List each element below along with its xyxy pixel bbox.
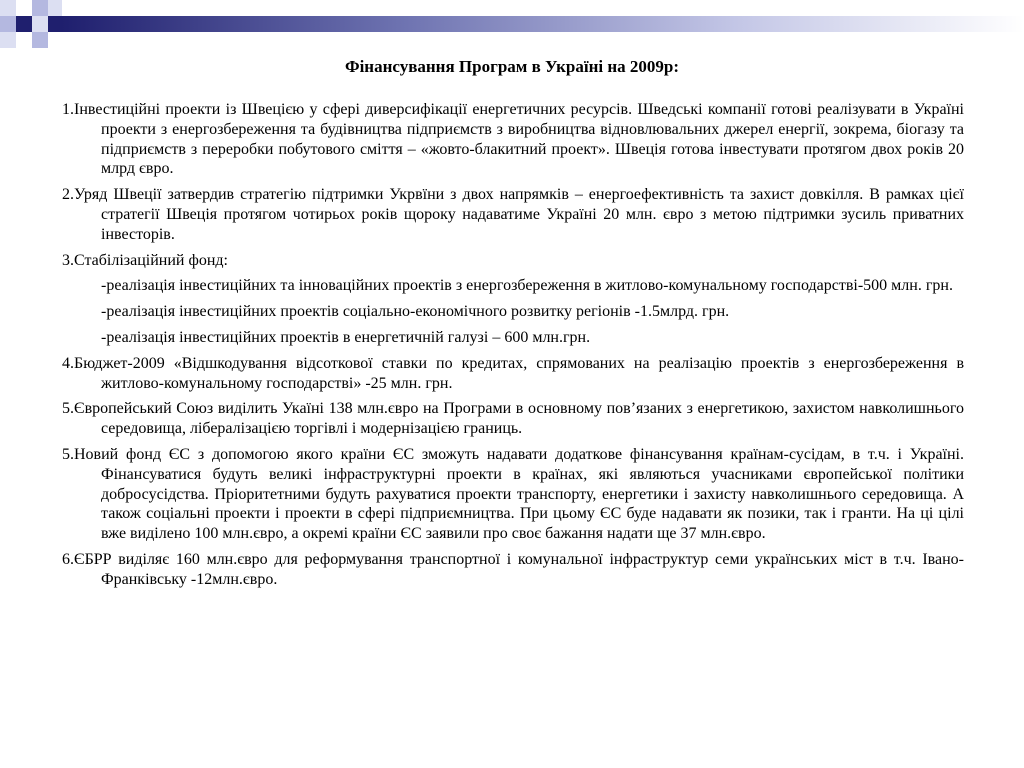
deco-square [32, 16, 48, 32]
header-decoration [0, 0, 1024, 50]
slide-title: Фінансування Програм в Україні на 2009р: [344, 57, 680, 76]
list-subitem: -реалізація інвестиційних проектів соціально-економічного розвитку регіонів -1.5млрд. грн. [101, 303, 730, 321]
deco-square [48, 16, 62, 32]
deco-square [16, 0, 32, 16]
deco-square [32, 32, 48, 48]
deco-square [16, 16, 32, 32]
deco-square [48, 0, 62, 16]
gradient-band [62, 16, 1024, 32]
slide-body [62, 100, 964, 596]
deco-square [0, 32, 16, 48]
list-item: 2.Уряд Швеції затвердив стратегію підтримки Укрвїни з двох напрямків – енергоефективність та захист довкілля. В рамках цієї стратегії Швеція протягом чотирьох років щороку надаватиме Україні 20 млн. євро з метою підтримки зусиль приватних інвесторів. [62, 186, 964, 243]
list-item: 6.ЄБРР виділяє 160 млн.євро для реформування транспортної і комунальної інфраструктур семи українських міст в т.ч. Івано-Франківську -12млн.євро. [62, 550, 964, 588]
list-item: 4.Бюджет-2009 «Відшкодування відсоткової ставки по кредитах, спрямованих на реалізацію проектів з енергозбереження в житлово-комунальному господарстві» -25 млн. грн. [62, 354, 964, 392]
list-item: 3.Стабілізаційний фонд: [62, 251, 228, 269]
deco-square [48, 32, 62, 48]
deco-square [16, 32, 32, 48]
list-item: 5.Європейський Союз виділить Укаїні 138 млн.євро на Програми в основному пов’язаних з енергетикою, захистом навколишнього середовища, лібералізацією торгівлі і модернізацією границь. [62, 400, 964, 438]
deco-square [0, 16, 16, 32]
deco-square [0, 0, 16, 16]
list-item: 1.Інвестиційні проекти із Швецією у сфері диверсифікації енергетичних ресурсів. Шведські компанії готові реалізувати в Україні проекти з енергозбереження та будівництва підприємств з виробництва відновлювальних джерел енергії, зокрема, біогазу та підприємств з переробки побутового сміття – «жовто-блакитний проект». Швеція готова інвестувати протягом двох років 20 млрд євро. [62, 101, 964, 178]
list-subitem: -реалізація інвестиційних та інноваційних проектів з енергозбереження в житлово-комунальному господарстві-500 млн. грн. [101, 277, 953, 295]
list-item: 5.Новий фонд ЄС з допомогою якого країни ЄС зможуть надавати додаткове фінансування країнам-сусідам, в т.ч. і Україні. Фінансуватися будуть великі інфраструктурні проекти в країнах, які являються учасниками європейської політики добросусідства. Пріоритетними будуть рахуватися проекти транспорту, енергетики і захисту навколишнього середовища. А також соціальні проекти і проекти в сфері підприємництва. При цьому ЄС буде надавати як позики, так і гранти. На ці цілі вже виділено 100 млн.євро, а окремі країни ЄС заявили про своє бажання надати ще 37 млн.євро. [62, 445, 964, 543]
list-subitem: -реалізація інвестиційних проектів в енергетичній галузі – 600 млн.грн. [101, 328, 591, 346]
deco-square [32, 0, 48, 16]
